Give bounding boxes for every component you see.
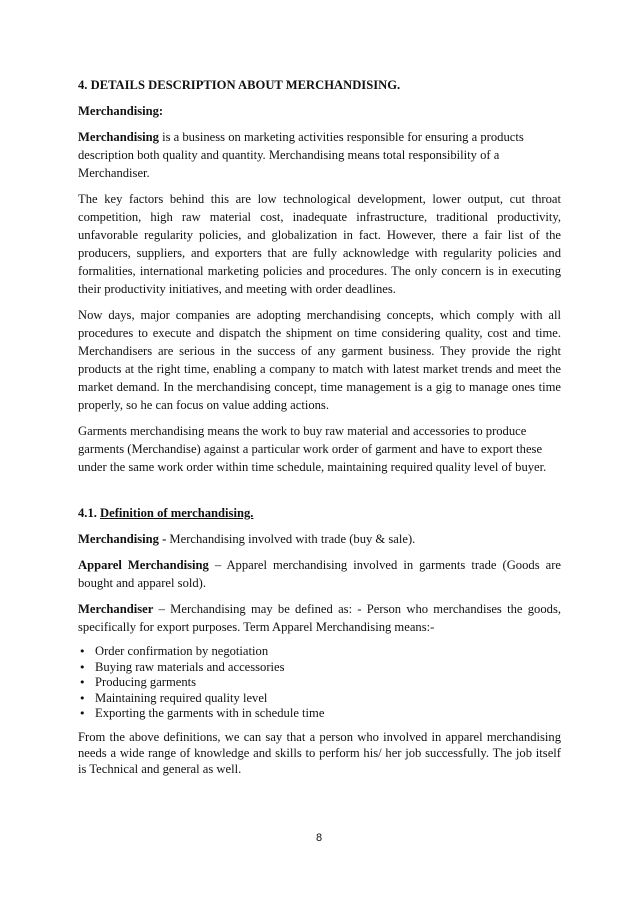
bullet-icon: • xyxy=(79,645,86,658)
intro-text: is a business on marketing activities responsible for ensuring a products description both quality and quantity. Merchandising means total responsibility of a Merchandiser. xyxy=(78,130,524,180)
bullet-icon: • xyxy=(79,707,86,721)
spacer xyxy=(78,484,561,504)
bullet-icon: • xyxy=(79,691,86,705)
bullet-icon: • xyxy=(79,676,86,690)
page-number: 8 xyxy=(315,832,323,844)
definition-term: Merchandiser xyxy=(78,602,154,616)
definition-term: Merchandising - xyxy=(78,532,167,546)
list-item-text: Producing garments xyxy=(95,675,197,690)
list-item xyxy=(78,675,561,691)
merchandising-label: Merchandising: xyxy=(78,104,164,118)
definition-text: Merchandising involved with trade (buy & sale). xyxy=(166,532,416,546)
definition-merchandising xyxy=(78,530,561,548)
list-item xyxy=(78,644,561,660)
subsection-number: 4.1. xyxy=(78,506,101,520)
list-item-text: Exporting the garments with in schedule time xyxy=(95,706,325,721)
intro-paragraph xyxy=(78,128,561,182)
list-item-text: Buying raw materials and accessories xyxy=(95,659,285,674)
definition-apparel-merchandising xyxy=(78,556,561,592)
page-content xyxy=(78,76,561,785)
definition-text: – Merchandising may be defined as: - Person who merchandises the goods, specifically for export purposes. Term Apparel Merchandising means:- xyxy=(78,602,561,634)
garments-paragraph: Garments merchandising means the work to buy raw material and accessories to produce garments (Merchandise) against a particular work order of garment and have to export these under the same work order within time schedule, maintaining required quality level of buyer. xyxy=(78,424,547,474)
list-item-text: Maintaining required quality level xyxy=(95,690,268,705)
section-heading: 4. DETAILS DESCRIPTION ABOUT MERCHANDISING. xyxy=(78,78,401,92)
list-item xyxy=(78,706,561,722)
list-item xyxy=(78,660,561,676)
now-days-paragraph: Now days, major companies are adopting merchandising concepts, which comply with all procedures to execute and dispatch the shipment on time considering quality, cost and time. Merchandisers are serious in the success of any garment business. They provide the right products at the right time, enabling a company to match with latest market trends and meet the market demand. In the merchandising concept, time management is a gig to manage ones time properly, so he can focus on value adding actions. xyxy=(78,308,561,412)
list-item-text: Order confirmation by negotiation xyxy=(95,644,269,658)
definition-merchandiser xyxy=(78,600,561,636)
list-item xyxy=(78,691,561,707)
subsection-title: Definition of merchandising. xyxy=(100,506,254,520)
definition-text: – Apparel merchandising involved in garments trade (Goods are bought and apparel sold). xyxy=(78,558,561,590)
intro-term: Merchandising xyxy=(78,130,159,144)
conclusion-paragraph: From the above definitions, we can say that a person who involved in apparel merchandising needs a wide range of knowledge and skills to perform his/ her job successfully. The job itself is Technical and general as well. xyxy=(78,729,561,776)
bullet-list xyxy=(78,644,561,722)
key-factors-paragraph: The key factors behind this are low technological development, lower output, cut throat competition, high raw material cost, inadequate infrastructure, traditional productivity, unfavorable regularity policies, and globalization in fact. However, there a fair list of the producers, suppliers, and exporters that are fully acknowledge with regularity policies and formalities, international marketing policies and procedures. The only concern is in executing their productivity initiatives, and meeting with order deadlines. xyxy=(78,192,561,296)
bullet-icon: • xyxy=(79,660,86,674)
subsection-heading xyxy=(78,504,561,522)
definition-term: Apparel Merchandising xyxy=(78,558,209,572)
